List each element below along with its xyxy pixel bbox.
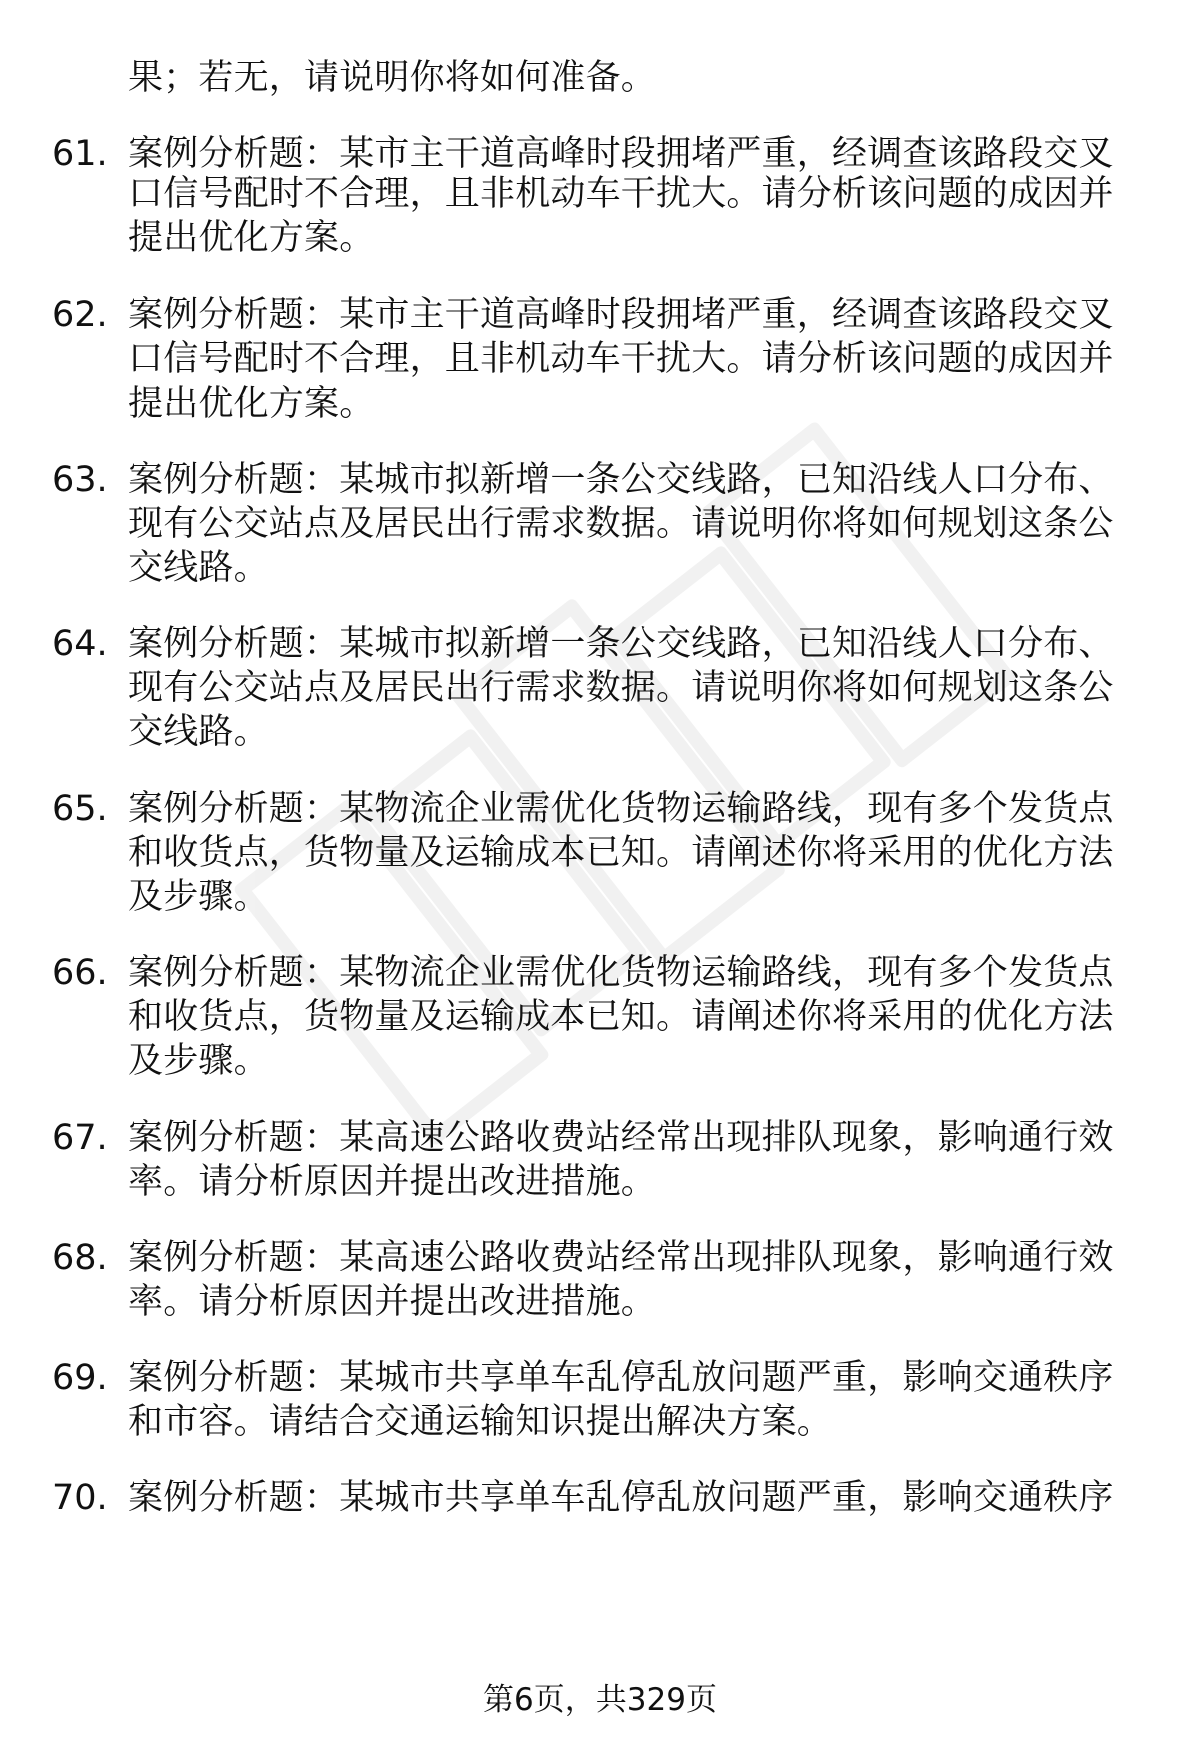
question-line: 现有公交站点及居民出行需求数据。请说明你将如何规划这条公 [128, 668, 1114, 708]
question-line: 案例分析题：某高速公路收费站经常出现排队现象，影响通行效 [128, 1118, 1114, 1158]
question-line: 案例分析题：某城市共享单车乱停乱放问题严重，影响交通秩序 [128, 1358, 1114, 1398]
question-number: 66. [52, 953, 108, 993]
question-line: 及步骤。 [128, 877, 269, 917]
question-number: 62. [52, 295, 108, 335]
question-line: 交线路。 [128, 548, 269, 588]
question-line: 案例分析题：某市主干道高峰时段拥堵严重，经调查该路段交叉 [128, 295, 1114, 335]
question-line: 案例分析题：某城市拟新增一条公交线路，已知沿线人口分布、 [128, 624, 1114, 664]
question-line: 案例分析题：某物流企业需优化货物运输路线，现有多个发货点 [128, 953, 1114, 993]
question-line: 和市容。请结合交通运输知识提出解决方案。 [128, 1402, 833, 1442]
question-line: 和收货点，货物量及运输成本已知。请阐述你将采用的优化方法 [128, 997, 1114, 1037]
question-number: 69. [52, 1358, 108, 1398]
question-line: 案例分析题：某高速公路收费站经常出现排队现象，影响通行效 [128, 1238, 1114, 1278]
question-line: 案例分析题：某城市共享单车乱停乱放问题严重，影响交通秩序 [128, 1478, 1114, 1518]
question-number: 68. [52, 1238, 108, 1278]
intro-tail-text: 果；若无，请说明你将如何准备。 [128, 58, 657, 98]
page-footer: 第6页，共329页 [483, 1682, 717, 1718]
question-line: 口信号配时不合理，且非机动车干扰大。请分析该问题的成因并 [128, 339, 1114, 379]
question-line: 现有公交站点及居民出行需求数据。请说明你将如何规划这条公 [128, 504, 1114, 544]
question-line: 口信号配时不合理，且非机动车干扰大。请分析该问题的成因并 [128, 174, 1114, 214]
question-line: 案例分析题：某城市拟新增一条公交线路，已知沿线人口分布、 [128, 460, 1114, 500]
question-line: 案例分析题：某市主干道高峰时段拥堵严重，经调查该路段交叉 [128, 134, 1114, 174]
question-line: 提出优化方案。 [128, 384, 375, 424]
question-line: 和收货点，货物量及运输成本已知。请阐述你将采用的优化方法 [128, 833, 1114, 873]
question-number: 65. [52, 789, 108, 829]
question-number: 70. [52, 1478, 108, 1518]
question-number: 61. [52, 134, 108, 174]
question-line: 提出优化方案。 [128, 218, 375, 258]
question-line: 率。请分析原因并提出改进措施。 [128, 1282, 657, 1322]
question-number: 63. [52, 460, 108, 500]
question-number: 64. [52, 624, 108, 664]
question-line: 及步骤。 [128, 1041, 269, 1081]
question-number: 67. [52, 1118, 108, 1158]
question-line: 案例分析题：某物流企业需优化货物运输路线，现有多个发货点 [128, 789, 1114, 829]
question-line: 交线路。 [128, 712, 269, 752]
question-line: 率。请分析原因并提出改进措施。 [128, 1162, 657, 1202]
